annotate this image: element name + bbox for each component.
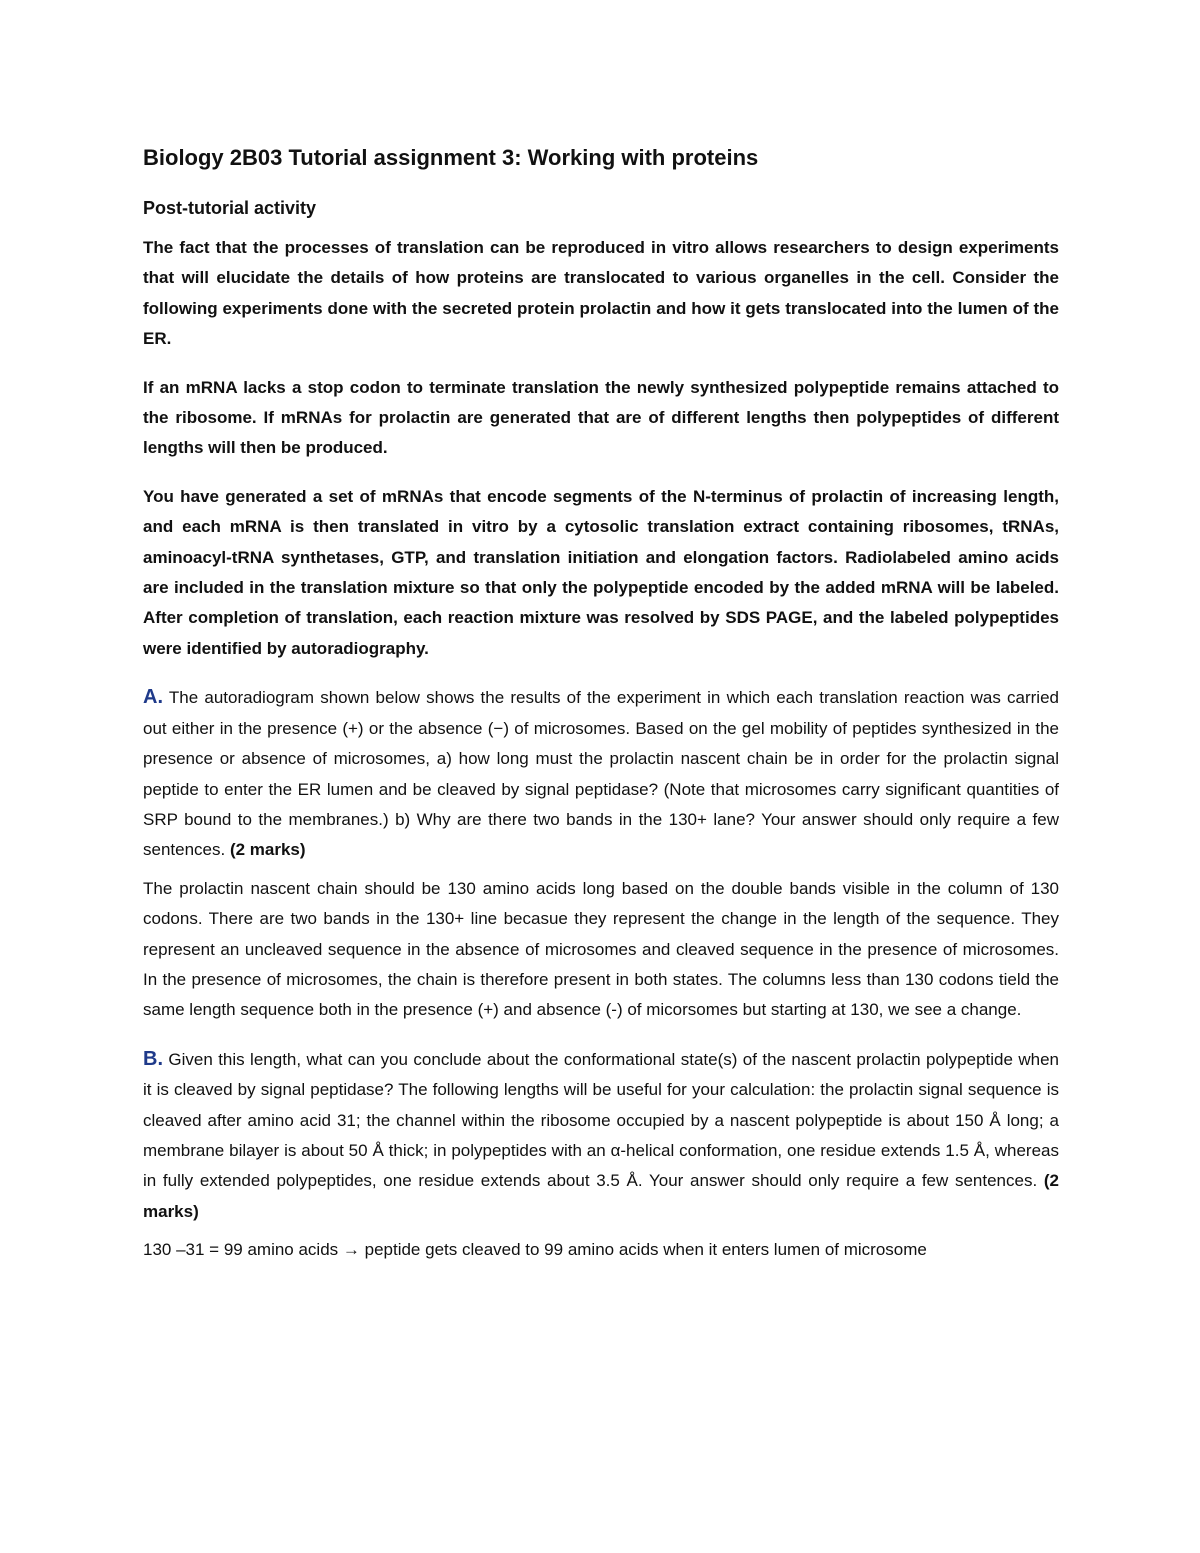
answer-b: 130 –31 = 99 amino acids → peptide gets cleaved to 99 amino acids when it enters lumen of microsome [143,1240,927,1260]
intro-paragraph-3: You have generated a set of mRNAs that encode segments of the N-terminus of prolactin of increasing length, and each mRNA is then translated in vitro by a cytosolic translation extract containing ribosomes, tRNAs, aminoacyl-tRNA synthetases, GTP, and translation initiation and elongation factors. Radiolabeled amino acids are included in the translation mixture so that only the polypeptide encoded by the added mRNA will be labeled. After completion of translation, each reaction mixture was resolved by SDS PAGE, and the labeled polypeptides were identified by autoradiography. [143,486,1059,658]
question-a-marks: (2 marks) [229,840,306,860]
intro-paragraph-2: If an mRNA lacks a stop codon to terminate translation the newly synthesized polypeptide remains attached to the ribosome. If mRNAs for prolactin are generated that are of different lengths then polypeptides of different lengths will then be produced. [143,377,1059,458]
question-b-letter: B. [143,1047,163,1070]
question-b-marks: (2 marks) [143,1171,1059,1221]
question-a [143,682,1059,865]
document-page [143,143,1059,1284]
question-b-text: Given this length, what can you conclude about the conformational state(s) of the nascent prolactin polypeptide when it is cleaved by signal peptidase? The following lengths will be useful for your calculation: the prolactin signal sequence is cleaved after amino acid 31; the channel within the ribosome occupied by a nascent polypeptide is about 150 Å long; a membrane bilayer is about 50 Å thick; in polypeptides with an α-helical conformation, one residue extends 1.5 Å, whereas in fully extended polypeptides, one residue extends about 3.5 Å. Your answer should only require a few sentences. [143,1049,1059,1191]
document-title: Biology 2B03 Tutorial assignment 3: Working with proteins [143,145,759,170]
intro-paragraph-1: The fact that the processes of translation can be reproduced in vitro allows researchers to design experiments that will elucidate the details of how proteins are translocated to various organelles in the cell. Consider the following experiments done with the secreted protein prolactin and how it gets translocated into the lumen of the ER. [143,238,1059,349]
answer-a: The prolactin nascent chain should be 130 amino acids long based on the double bands visible in the column of 130 codons. There are two bands in the 130+ line becasue they represent the change in the length of the sequence. They represent an uncleaved sequence in the absence of microsomes and cleaved sequence in the presence of microsomes. In the presence of microsomes, the chain is therefore present in both states. The columns less than 130 codons tield the same length sequence both in the presence (+) and absence (-) of micorsomes but starting at 130, we see a change. [143,878,1059,1020]
section-heading: Post-tutorial activity [143,198,317,218]
question-b [143,1044,1059,1227]
question-a-letter: A. [143,686,163,709]
question-a-text: The autoradiogram shown below shows the results of the experiment in which each translation reaction was carried out either in the presence (+) or the absence (−) of microsomes. Based on the gel mobility of peptides synthesized in the presence or absence of microsomes, a) how long must the prolactin nascent chain be in order for the prolactin signal peptide to enter the ER lumen and be cleaved by signal peptidase? (Note that microsomes carry significant quantities of SRP bound to the membranes.) b) Why are there two bands in the 130+ lane? Your answer should only require a few sentences. [143,688,1059,860]
